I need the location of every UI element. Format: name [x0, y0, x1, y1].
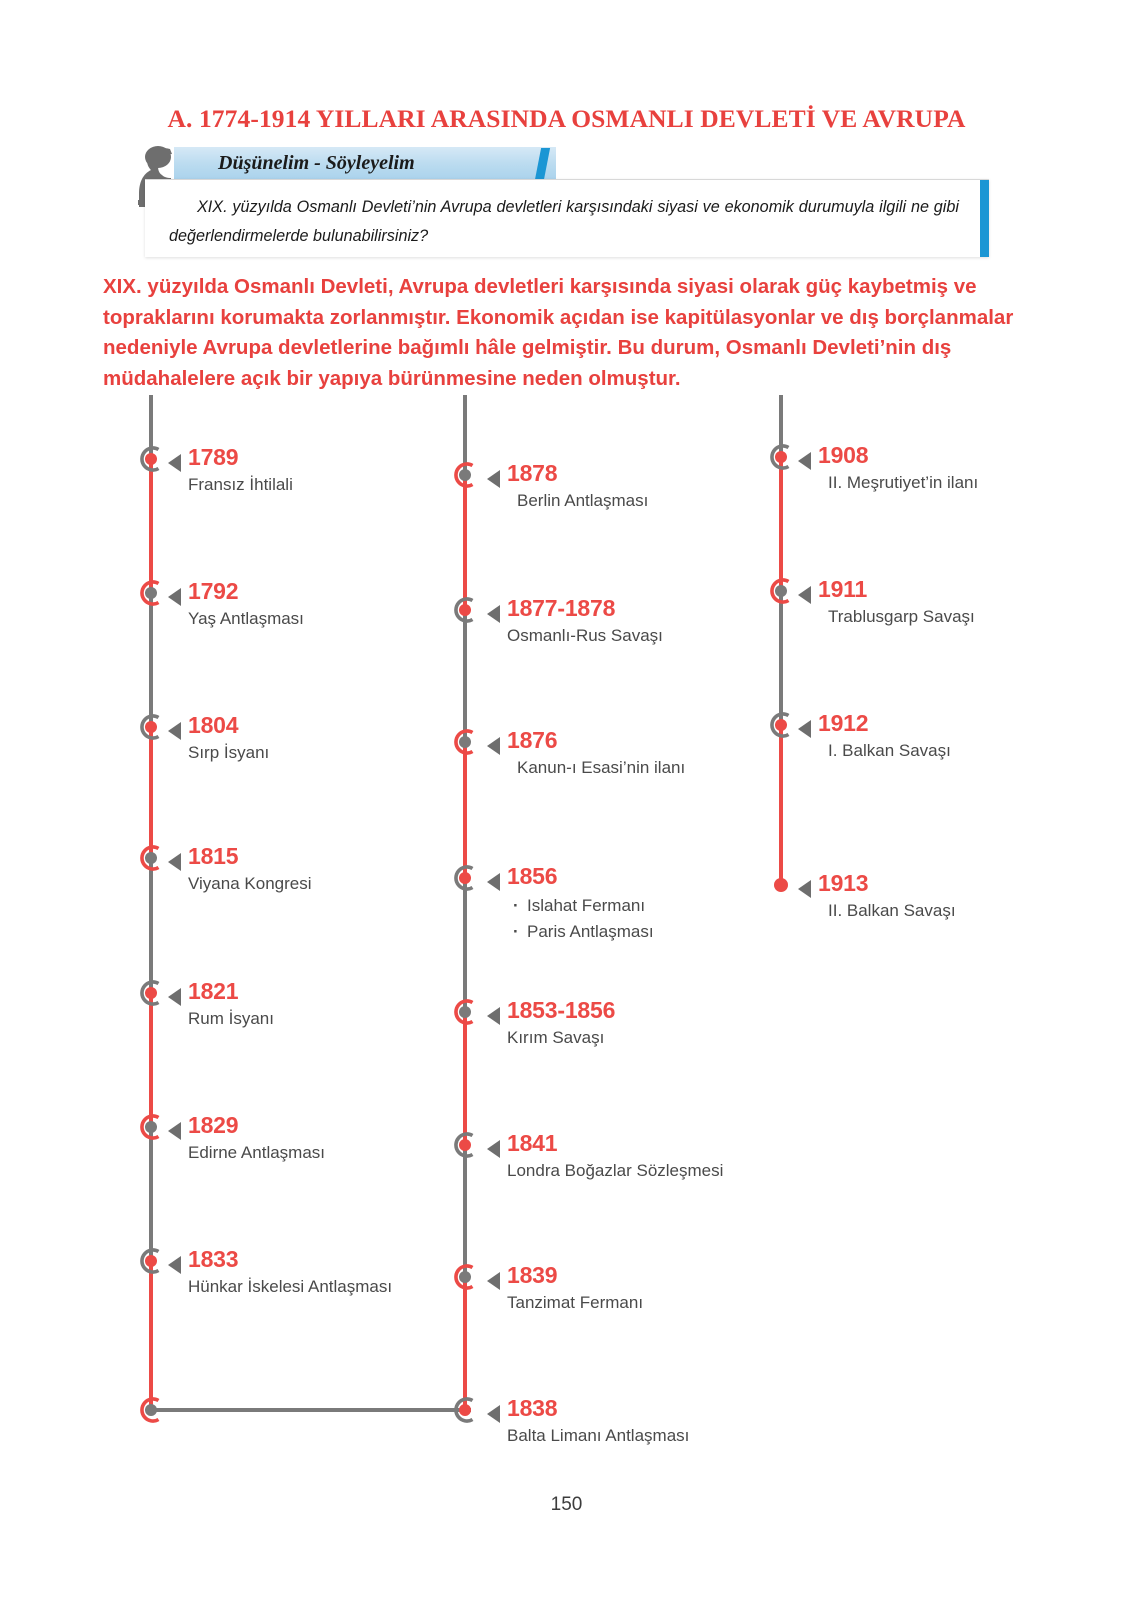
marker-dot	[459, 469, 471, 481]
event-year: 1829	[188, 1112, 239, 1138]
timeline-marker	[450, 1262, 480, 1292]
question-text: XIX. yüzyılda Osmanlı Devleti’nin Avrupa devletleri karşısındaki siyasi ve ekonomik durumuyla ilgili ne gibi değerlendirmelerde bulunabilirsiniz?	[169, 198, 959, 245]
arrow-left-icon	[168, 722, 181, 740]
arrow-left-icon	[487, 1405, 500, 1423]
page-title: A. 1774-1914 YILLARI ARASINDA OSMANLI DEVLETİ VE AVRUPA	[167, 104, 966, 133]
event-year: 1804	[188, 712, 239, 738]
timeline-marker	[766, 710, 796, 740]
axis-segment	[463, 1145, 467, 1277]
marker-dot	[774, 878, 788, 892]
event-description: Balta Limanı Antlaşması	[507, 1426, 690, 1445]
event-year: 1853-1856	[507, 997, 616, 1023]
axis-segment	[463, 610, 467, 742]
axis-segment	[149, 858, 153, 993]
timeline-marker	[136, 578, 166, 608]
timeline-marker	[450, 595, 480, 625]
timeline-marker	[766, 576, 796, 606]
timeline-marker	[450, 863, 480, 893]
marker-dot	[145, 587, 157, 599]
marker-dot	[775, 719, 787, 731]
timeline-marker	[450, 460, 480, 490]
timeline-marker	[766, 442, 796, 472]
arrow-left-icon	[168, 853, 181, 871]
event-year: 1839	[507, 1262, 558, 1288]
event-year: 1912	[818, 710, 869, 736]
event-year: 1877-1878	[507, 595, 616, 621]
axis-segment	[149, 1261, 153, 1410]
event-description: Edirne Antlaşması	[188, 1143, 326, 1162]
event-description: II. Meşrutiyet’in ilanı	[828, 473, 979, 492]
timeline-marker-terminal	[766, 870, 796, 900]
timeline-marker	[136, 978, 166, 1008]
timeline-marker	[136, 1246, 166, 1276]
arrow-left-icon	[168, 1122, 181, 1140]
axis-segment	[779, 591, 783, 725]
event-year: 1841	[507, 1130, 558, 1156]
arrow-left-icon	[487, 873, 500, 891]
arrow-left-icon	[798, 452, 811, 470]
event-year: 1789	[188, 444, 239, 470]
event-sub-item: · Paris Antlaşması	[513, 919, 654, 945]
arrow-left-icon	[487, 1140, 500, 1158]
marker-dot	[459, 1404, 471, 1416]
timeline-marker	[136, 1112, 166, 1142]
marker-dot	[459, 1271, 471, 1283]
event-description: Trablusgarp Savaşı	[828, 607, 975, 626]
timeline-connector	[151, 1408, 471, 1412]
answer-paragraph: XIX. yüzyılda Osmanlı Devleti, Avrupa devletleri karşısında siyasi olarak güç kaybetmiş ve topraklarını korumakta zorlanmıştır. Ekonomik açıdan ise kapitülasyonlar ve dış borçlanmalar nedeniyle Avrupa devletlerine bağımlı hâle gelmiştir. Bu durum, Osmanlı Devleti’nin dış müdahalelere açık bir yapıya bürünmesine neden olmuştur.	[103, 275, 1014, 390]
event-year: 1821	[188, 978, 239, 1004]
axis-segment	[463, 1012, 467, 1145]
axis-segment	[149, 459, 153, 593]
marker-dot	[459, 1006, 471, 1018]
arrow-left-icon	[168, 588, 181, 606]
event-year: 1856	[507, 863, 558, 889]
event-description: Yaş Antlaşması	[188, 609, 304, 628]
marker-dot	[775, 585, 787, 597]
arrow-left-icon	[487, 1272, 500, 1290]
event-description: II. Balkan Savaşı	[828, 901, 956, 920]
marker-dot	[145, 987, 157, 999]
event-year: 1815	[188, 843, 239, 869]
event-description: Fransız İhtilali	[188, 475, 293, 494]
event-description: Kırım Savaşı	[507, 1028, 605, 1047]
marker-dot	[459, 736, 471, 748]
event-sub-list	[513, 893, 654, 945]
marker-dot	[459, 1139, 471, 1151]
event-description: Londra Boğazlar Sözleşmesi	[507, 1161, 724, 1180]
marker-dot	[145, 1255, 157, 1267]
marker-dot	[459, 872, 471, 884]
event-year: 1876	[507, 727, 558, 753]
event-year: 1838	[507, 1395, 558, 1421]
axis-segment	[463, 742, 467, 878]
event-description: Kanun-ı Esasi’nin ilanı	[517, 758, 686, 777]
event-description: Hünkar İskelesi Antlaşması	[188, 1277, 393, 1296]
marker-dot	[145, 1121, 157, 1133]
event-description: Berlin Antlaşması	[517, 491, 649, 510]
marker-dot	[459, 604, 471, 616]
event-year: 1908	[818, 442, 869, 468]
arrow-left-icon	[798, 586, 811, 604]
event-year: 1911	[818, 576, 868, 602]
timeline-marker	[450, 1130, 480, 1160]
axis-segment	[779, 725, 783, 885]
axis-segment	[463, 475, 467, 610]
event-description: Rum İsyanı	[188, 1009, 274, 1028]
arrow-left-icon	[798, 720, 811, 738]
event-description: Tanzimat Fermanı	[507, 1293, 644, 1312]
event-description: I. Balkan Savaşı	[828, 741, 951, 760]
axis-segment	[779, 457, 783, 591]
marker-dot	[145, 852, 157, 864]
arrow-left-icon	[168, 1256, 181, 1274]
event-description: Osmanlı-Rus Savaşı	[507, 626, 663, 645]
marker-dot	[145, 453, 157, 465]
event-year: 1878	[507, 460, 558, 486]
event-year: 1792	[188, 578, 239, 604]
arrow-left-icon	[798, 880, 811, 898]
marker-dot	[145, 721, 157, 733]
axis-segment	[149, 993, 153, 1127]
event-year: 1913	[818, 870, 869, 896]
axis-segment	[149, 593, 153, 727]
timeline-marker	[136, 712, 166, 742]
page-number: 150	[550, 1494, 583, 1515]
arrow-left-icon	[168, 454, 181, 472]
timeline-marker	[450, 1395, 480, 1425]
event-sub-item: · Islahat Fermanı	[513, 893, 654, 919]
axis-segment	[149, 1127, 153, 1261]
timeline-marker	[450, 727, 480, 757]
event-year: 1833	[188, 1246, 239, 1272]
event-description: Viyana Kongresi	[188, 874, 312, 893]
marker-dot	[775, 451, 787, 463]
arrow-left-icon	[487, 605, 500, 623]
think-and-say-label: Düşünelim - Söyleyelim	[218, 152, 415, 174]
arrow-left-icon	[487, 737, 500, 755]
axis-segment	[463, 878, 467, 1012]
timeline-marker	[136, 843, 166, 873]
timeline-marker	[136, 444, 166, 474]
axis-segment	[149, 727, 153, 858]
arrow-left-icon	[168, 988, 181, 1006]
arrow-left-icon	[487, 470, 500, 488]
event-description: Sırp İsyanı	[188, 743, 270, 762]
arrow-left-icon	[487, 1007, 500, 1025]
timeline-marker	[450, 997, 480, 1027]
axis-segment	[463, 1277, 467, 1410]
